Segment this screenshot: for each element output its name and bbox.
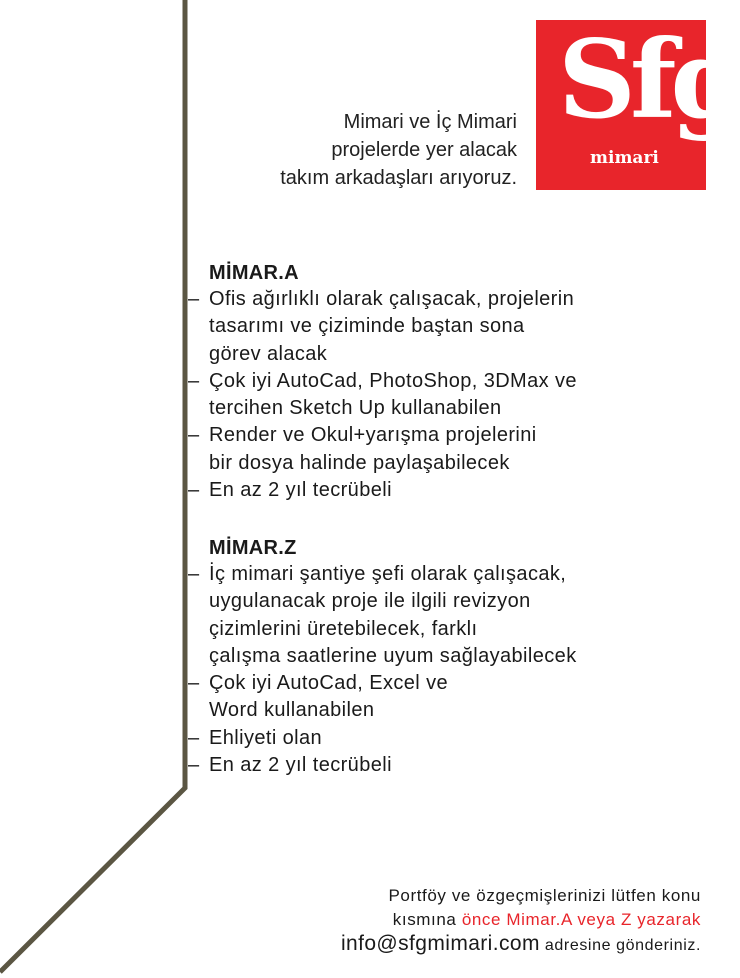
dash-bullet: – [188, 288, 200, 310]
logo-subtitle: mimari [590, 148, 659, 168]
intro-line: Mimari ve İç Mimari [343, 111, 517, 133]
mimar-z-list [0, 561, 577, 779]
item-line: Çok iyi AutoCad, Excel ve [209, 672, 448, 695]
footer-highlight: önce Mimar.A veya Z yazarak [461, 910, 701, 929]
item-line: bir dosya halinde paylaşabilecek [209, 451, 510, 474]
item-line: İç mimari şantiye şefi olarak çalışacak, [209, 563, 567, 585]
item-line: çalışma saatlerine uyum sağlayabilecek [209, 644, 577, 667]
item-line: Ofis ağırlıklı olarak çalışacak, projelerin [209, 288, 575, 310]
list-item [0, 670, 577, 725]
item-line: çizimlerini üretebilecek, farklı [209, 617, 478, 640]
dash-bullet: – [188, 563, 200, 585]
item-line: tasarımı ve çiziminde baştan sona [209, 315, 525, 338]
item-line: Render ve Okul+yarışma projelerini [209, 424, 537, 447]
sfg-mimari-logo [536, 17, 740, 190]
intro-line: projelerde yer alacak [331, 139, 517, 161]
dash-bullet: – [188, 424, 200, 447]
item-line: En az 2 yıl tecrübeli [209, 754, 392, 777]
mimar-a-title: MİMAR.A [209, 262, 299, 284]
footer-line-3 [341, 932, 701, 956]
contact-email: info@sfgmimari.com [340, 932, 540, 955]
list-item [0, 422, 577, 477]
footer-line-1: Portföy ve özgeçmişlerinizi lütfen konu [388, 886, 701, 905]
intro-line: takım arkadaşları arıyoruz. [280, 167, 517, 189]
item-line: En az 2 yıl tecrübeli [209, 479, 392, 502]
list-item [0, 477, 577, 504]
logo-mark: Sfg [558, 17, 740, 143]
item-line: tercihen Sketch Up kullanabilen [209, 397, 502, 420]
item-line: Word kullanabilen [209, 699, 375, 722]
list-item [0, 368, 577, 423]
item-line: uygulanacak proje ile ilgili revizyon [209, 590, 531, 613]
list-item [0, 752, 577, 779]
footer-tail: adresine gönderiniz. [539, 937, 701, 954]
intro-text [280, 108, 517, 192]
item-line: görev alacak [209, 342, 328, 365]
mimar-z-title: MİMAR.Z [209, 537, 297, 559]
list-item [0, 725, 577, 752]
dash-bullet: – [188, 479, 200, 502]
footer-line-2-prefix: kısmına [392, 910, 462, 929]
item-line: Çok iyi AutoCad, PhotoShop, 3DMax ve [209, 369, 577, 392]
footer-line-2 [393, 910, 701, 930]
list-item [0, 286, 577, 368]
dash-bullet: – [188, 754, 200, 777]
list-item [0, 561, 577, 670]
mimar-a-list [0, 286, 577, 504]
dash-bullet: – [188, 726, 200, 749]
item-line: Ehliyeti olan [209, 726, 323, 749]
dash-bullet: – [188, 672, 200, 695]
dash-bullet: – [188, 369, 200, 392]
